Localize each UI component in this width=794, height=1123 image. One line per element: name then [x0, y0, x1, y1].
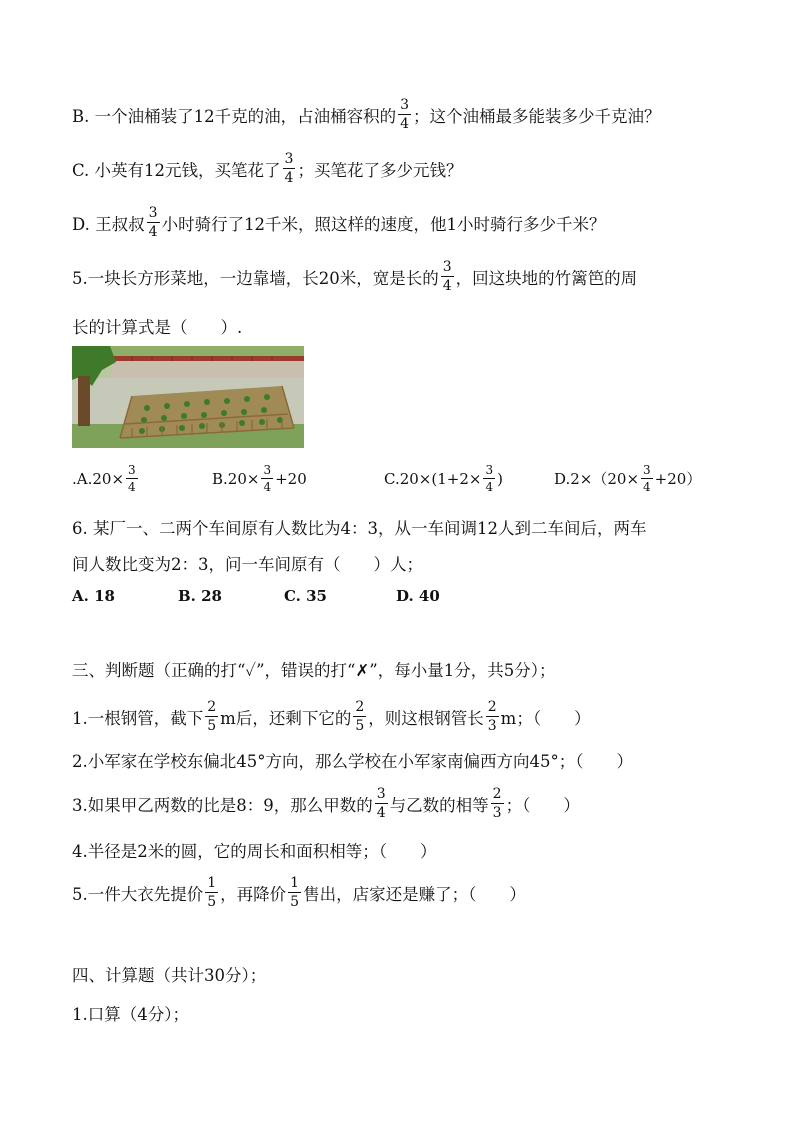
numerator: 3: [148, 205, 158, 221]
text: ，回这块地的竹篱笆的周: [455, 268, 638, 288]
denominator: 3: [487, 718, 497, 734]
text: .A.20×: [72, 469, 125, 488]
q5-option-c: [384, 464, 503, 493]
fraction: [205, 876, 218, 909]
fraction: [486, 700, 499, 733]
denominator: 5: [207, 894, 217, 910]
numerator: 3: [376, 786, 386, 802]
fraction: [147, 206, 160, 239]
denominator: 4: [263, 480, 272, 494]
q6-option-c: [284, 587, 327, 605]
numerator: 3: [485, 463, 494, 477]
text: 小时骑行了12千米，照这样的速度，他1小时骑行多少千米？: [161, 214, 606, 234]
numerator: 1: [207, 875, 217, 891]
q5-option-a: [72, 464, 140, 493]
q5-option-b: [212, 464, 307, 493]
q5-line2: [72, 314, 242, 338]
text: D.2×（20×: [554, 470, 640, 488]
fraction: [288, 876, 301, 909]
numerator: 2: [207, 699, 217, 715]
denominator: 4: [284, 170, 294, 186]
q5-line1: [72, 260, 637, 293]
fraction: [283, 152, 296, 185]
q6-line1: [72, 515, 646, 539]
fraction: [398, 98, 411, 131]
denominator: 4: [376, 805, 386, 821]
denominator: 4: [485, 480, 494, 494]
denominator: 5: [207, 718, 217, 734]
q4-option-b: [72, 98, 661, 131]
judge-item-2: [72, 748, 633, 772]
denominator: 5: [355, 718, 365, 734]
text: ，再降价: [220, 884, 287, 904]
text: 售出，店家还是赚了；（ ）: [303, 884, 526, 904]
section3-title: [72, 657, 555, 681]
text: ；（ ）: [505, 795, 580, 815]
numerator: 1: [290, 875, 300, 891]
q6-line2: [72, 551, 423, 575]
text: 长的计算式是（ ）.: [72, 318, 243, 337]
denominator: 5: [290, 894, 300, 910]
text: D. 王叔叔: [72, 214, 145, 234]
text: m后，还剩下它的: [220, 708, 352, 728]
numerator: 3: [128, 463, 136, 477]
q6-option-d: [396, 587, 440, 605]
denominator: 4: [400, 116, 410, 132]
text: 1.一根钢管，截下: [72, 708, 204, 728]
numerator: 3: [284, 151, 294, 167]
numerator: 3: [643, 463, 651, 477]
fraction: [126, 464, 138, 493]
fraction: [261, 464, 273, 493]
text: C. 35: [284, 587, 327, 605]
q4-option-d: [72, 206, 606, 239]
denominator: 3: [492, 805, 502, 821]
q5-option-d: [554, 464, 701, 493]
judge-item-4: [72, 838, 437, 862]
judge-item-1: [72, 700, 591, 733]
text: 三、判断题（正确的打“✓”，错误的打“✗”，每小量1分，共5分）；: [72, 661, 556, 680]
text: ): [497, 469, 503, 488]
q4-option-c: [72, 152, 462, 185]
denominator: 4: [643, 480, 651, 494]
text: B.20×: [212, 469, 260, 488]
q6-option-a: [72, 587, 115, 605]
fraction: [491, 787, 504, 820]
text: 间人数比变为2：3，问一车间原有（ ）人；: [72, 555, 423, 574]
section4-item-1: [72, 1001, 189, 1025]
numerator: 3: [442, 259, 452, 275]
fraction: [483, 464, 495, 493]
judge-item-5: [72, 876, 526, 909]
text: 与乙数的相等: [389, 795, 489, 815]
numerator: 2: [487, 699, 497, 715]
text: C. 小英有12元钱，买笔花了: [72, 160, 281, 180]
text: C.20×(1+2×: [384, 469, 482, 488]
text: B. 28: [178, 587, 222, 605]
vegetable-garden-illustration: [72, 346, 304, 448]
fraction: [441, 260, 454, 293]
text: +20: [275, 469, 307, 488]
text: 5.一块长方形菜地，一边靠墙，长20米，宽是长的: [72, 268, 439, 288]
text: D. 40: [396, 587, 440, 605]
numerator: 2: [355, 699, 365, 715]
text: 6. 某厂一、二两个车间原有人数比为4：3，从一车间调12人到二车间后，两车: [72, 519, 647, 538]
text: m；（ ）: [500, 708, 591, 728]
q6-option-b: [178, 587, 222, 605]
text: 四、计算题（共计30分）；: [72, 966, 267, 985]
denominator: 4: [148, 224, 158, 240]
text: +20）: [654, 470, 702, 488]
numerator: 3: [400, 97, 410, 113]
denominator: 4: [442, 278, 452, 294]
denominator: 4: [128, 480, 136, 494]
judge-item-3: [72, 787, 580, 820]
fraction: [205, 700, 218, 733]
fraction: [641, 464, 653, 493]
text: 3.如果甲乙两数的比是8：9，那么甲数的: [72, 795, 373, 815]
text: 2.小军家在学校东偏北45°方向，那么学校在小军家南偏西方向45°；（ ）: [72, 752, 633, 771]
section4-title: [72, 962, 266, 986]
numerator: 2: [492, 786, 502, 802]
text: B. 一个油桶装了12千克的油，占油桶容积的: [72, 106, 397, 126]
fraction: [353, 700, 366, 733]
text: 4.半径是2米的圆，它的周长和面积相等；（ ）: [72, 842, 437, 861]
fraction: [375, 787, 388, 820]
text: A. 18: [72, 587, 115, 605]
numerator: 3: [263, 463, 272, 477]
text: 5.一件大衣先提价: [72, 884, 204, 904]
text: ；买笔花了多少元钱？: [297, 160, 463, 180]
text: 1.口算（4分）；: [72, 1005, 189, 1024]
text: ；这个油桶最多能装多少千克油？: [413, 106, 661, 126]
text: ，则这根钢管长: [368, 708, 484, 728]
